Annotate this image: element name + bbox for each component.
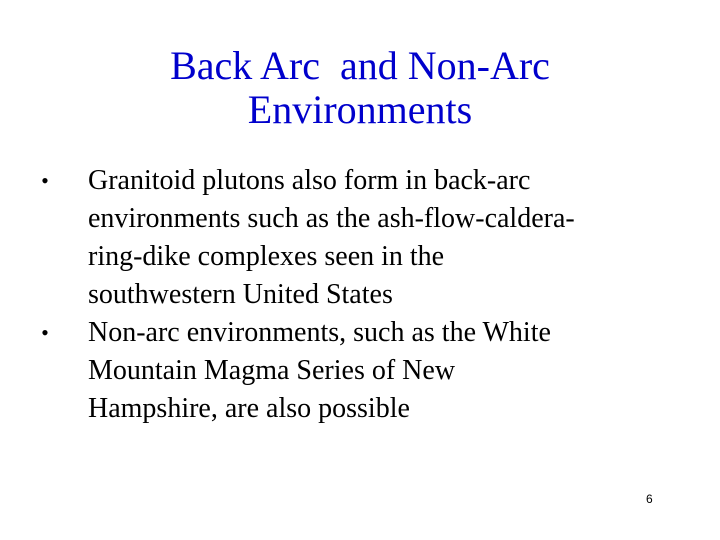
bullet-dot-icon: • <box>41 320 49 345</box>
bullet-2-line-3: Hampshire, are also possible <box>88 393 410 424</box>
title-line-2: Environments <box>247 87 473 132</box>
title-line-1: Back Arc and Non-Arc <box>170 43 550 88</box>
page-number: 6 <box>646 492 653 506</box>
bullet-list <box>30 162 670 428</box>
bullet-item-back-arc <box>30 162 670 314</box>
bullet-dot-icon: • <box>41 168 49 193</box>
bullet-1-line-3: ring-dike complexes seen in the <box>88 241 445 272</box>
bullet-1-line-1: Granitoid plutons also form in back-arc <box>88 165 531 196</box>
bullet-item-non-arc <box>30 314 670 428</box>
slide-title <box>60 44 660 132</box>
bullet-2-line-1: Non-arc environments, such as the White <box>88 317 551 348</box>
bullet-2-line-2: Mountain Magma Series of New <box>88 355 456 386</box>
bullet-1-line-4: southwestern United States <box>88 279 393 310</box>
bullet-1-line-2: environments such as the ash-flow-caldera- <box>88 203 575 234</box>
